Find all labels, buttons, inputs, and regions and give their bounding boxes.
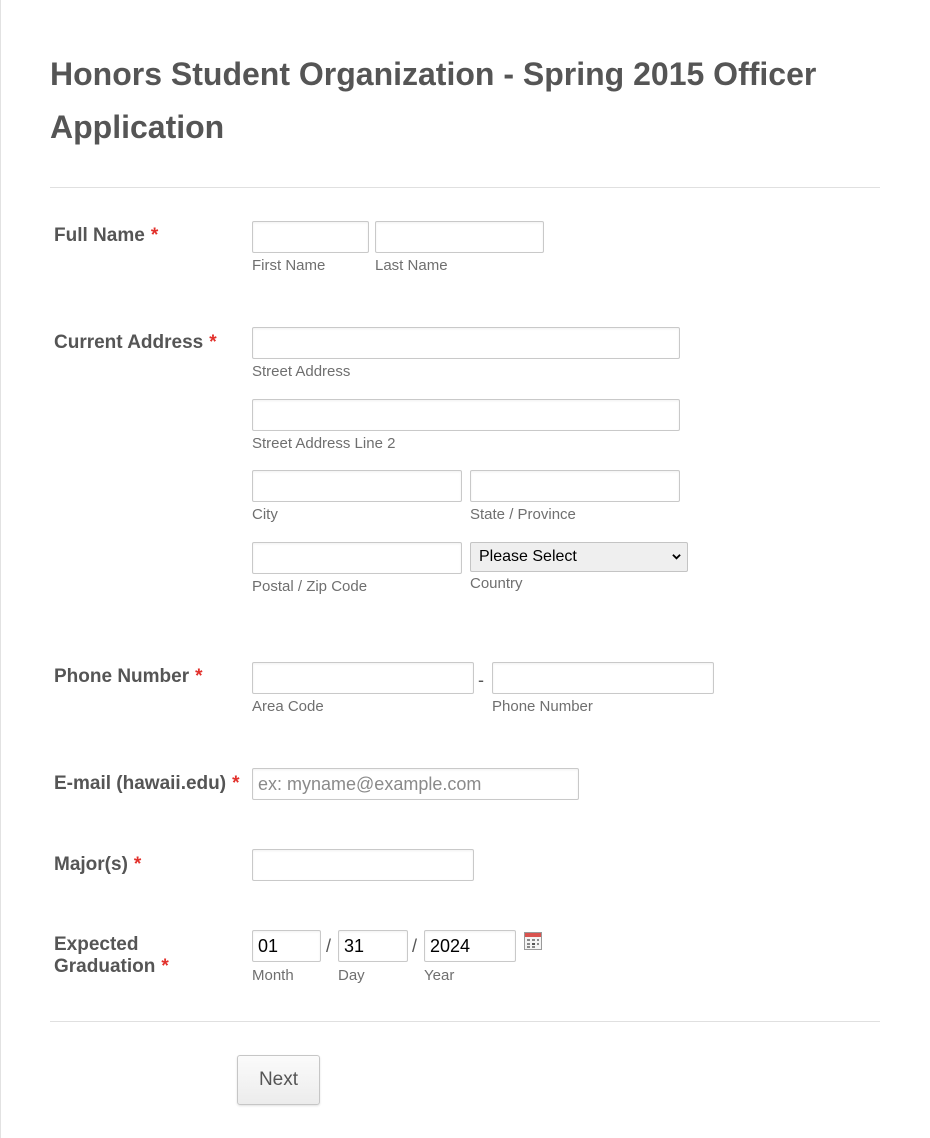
postal-code-sublabel: Postal / Zip Code	[252, 578, 368, 595]
expected-graduation-label-line1: Expected	[54, 934, 139, 955]
first-name-sublabel: First Name	[252, 257, 326, 274]
year-sublabel: Year	[424, 967, 455, 984]
phone-number-label	[54, 666, 203, 688]
phone-number-label-text: Phone Number	[54, 666, 190, 687]
email-input[interactable]	[252, 768, 579, 800]
area-code-input[interactable]	[252, 662, 474, 694]
chevron-down-icon	[672, 552, 681, 561]
majors-label-text: Major(s)	[54, 854, 128, 875]
area-code-sublabel: Area Code	[252, 698, 324, 715]
city-input[interactable]	[252, 470, 462, 502]
required-asterisk: *	[232, 773, 240, 794]
street-address-input[interactable]	[252, 327, 680, 359]
page-border	[0, 0, 1, 1138]
expected-graduation-label	[54, 934, 169, 978]
full-name-label	[54, 225, 158, 247]
majors-input[interactable]	[252, 849, 474, 881]
first-name-input[interactable]	[252, 221, 369, 253]
calendar-icon[interactable]	[524, 932, 542, 950]
expected-graduation-label-line2: Graduation *	[54, 956, 169, 977]
required-asterisk: *	[195, 666, 203, 687]
state-province-sublabel: State / Province	[470, 506, 576, 523]
next-button[interactable]: Next	[237, 1055, 320, 1105]
last-name-sublabel: Last Name	[375, 257, 448, 274]
city-sublabel: City	[252, 506, 278, 523]
required-asterisk: *	[133, 854, 142, 875]
required-asterisk: *	[209, 332, 217, 353]
current-address-label-text: Current Address	[54, 332, 204, 353]
required-asterisk: *	[161, 956, 169, 977]
majors-label	[54, 854, 141, 876]
country-select-value: Please Select	[479, 548, 577, 565]
day-sublabel: Day	[338, 967, 365, 984]
state-province-input[interactable]	[470, 470, 680, 502]
email-label	[54, 773, 240, 795]
email-label-text: E-mail (hawaii.edu)	[54, 773, 227, 794]
phone-number-input[interactable]	[492, 662, 714, 694]
phone-separator: -	[478, 670, 484, 690]
date-separator: /	[326, 936, 332, 956]
header-divider	[50, 187, 880, 188]
form-title: Honors Student Organization - Spring 2015 Officer Application	[50, 56, 817, 145]
country-select[interactable]	[470, 542, 688, 572]
country-sublabel: Country	[470, 575, 523, 592]
month-sublabel: Month	[252, 967, 294, 984]
footer-divider	[50, 1021, 880, 1022]
postal-code-input[interactable]	[252, 542, 462, 574]
street-address-sublabel: Street Address	[252, 363, 351, 380]
current-address-label	[54, 332, 217, 354]
day-input[interactable]	[338, 930, 408, 962]
phone-number-sublabel: Phone Number	[492, 698, 593, 715]
year-input[interactable]	[424, 930, 516, 962]
last-name-input[interactable]	[375, 221, 544, 253]
street-address-line2-sublabel: Street Address Line 2	[252, 435, 396, 452]
required-asterisk: *	[150, 225, 159, 246]
street-address-line2-input[interactable]	[252, 399, 680, 431]
month-input[interactable]	[252, 930, 321, 962]
full-name-label-text: Full Name	[54, 225, 145, 246]
date-separator: /	[412, 936, 418, 956]
